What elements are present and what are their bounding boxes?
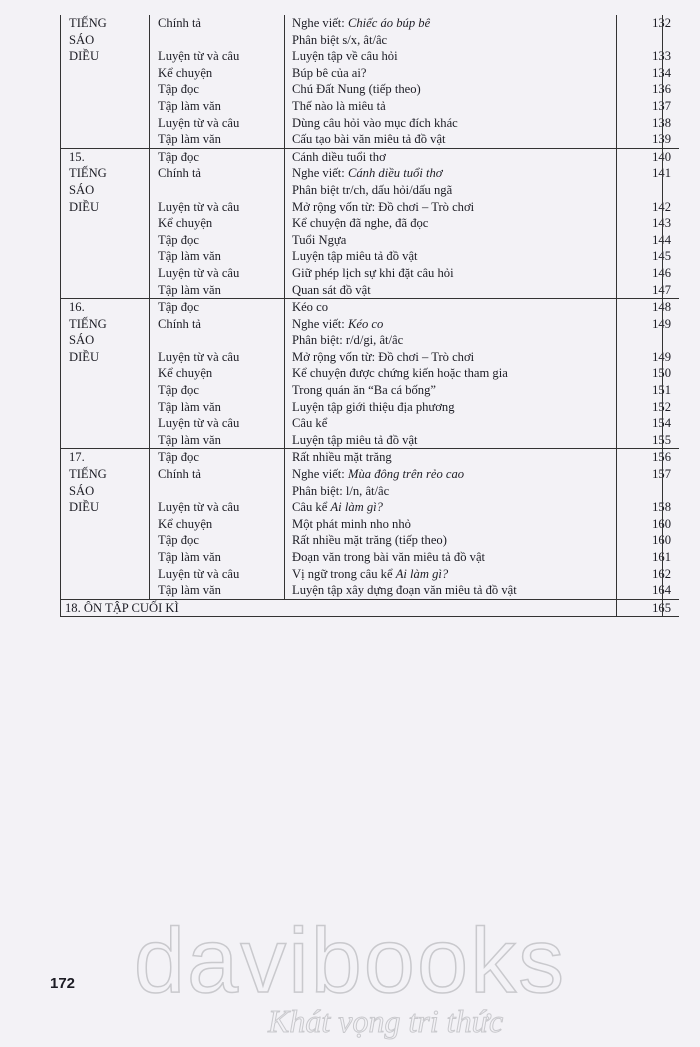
lesson-title-cell [285,516,617,533]
toc-row [60,81,679,98]
unit-cell [60,499,150,516]
final-review-row [60,599,679,617]
toc-row [60,98,679,115]
page-ref-cell: 160 [652,516,671,531]
lesson-title-cell [285,415,617,432]
toc-row [60,549,679,566]
lesson-title: Chú Đất Nung (tiếp theo) [292,82,421,97]
subject-cell: Tập làm văn [150,248,285,265]
table-of-contents [60,15,679,617]
unit-cell [60,415,150,432]
lesson-title: Thế nào là miêu tả [292,98,386,113]
unit-label: SÁO [69,483,95,498]
lesson-title-cell [285,48,617,65]
toc-row [60,399,679,416]
lesson-title: Luyện tập xây dựng đoạn văn miêu tả đồ vật [292,583,517,598]
toc-row [60,48,679,65]
lesson-title: Vị ngữ trong câu kể [292,566,396,581]
page-number: 172 [50,975,76,992]
unit-cell [60,148,150,165]
lesson-title: Câu kể [292,500,331,515]
lesson-title-cell [285,32,617,49]
lesson-title: Mở rộng vốn từ: Đồ chơi – Trò chơi [292,199,475,214]
unit-label: SÁO [69,333,95,348]
subject-cell: Luyện từ và câu [150,48,285,65]
lesson-title: Nghe viết: [292,467,348,482]
lesson-title: Dùng câu hỏi vào mục đích khác [292,115,458,130]
toc-row [60,15,679,32]
lesson-title: Phân biệt: r/d/gi, ât/âc [292,333,404,348]
page-ref-cell: 132 [652,16,671,30]
page-ref-cell: 142 [652,199,671,214]
page-ref-cell: 138 [652,115,671,130]
lesson-title: Luyện tập miêu tả đồ vật [292,432,418,447]
page-ref-cell: 158 [652,500,671,515]
lesson-title-cell [285,466,617,483]
toc-row [60,382,679,399]
unit-cell [60,349,150,366]
subject-cell: Kể chuyện [150,365,285,382]
page-ref-cell: 152 [652,399,671,414]
subject-cell: Luyện từ và câu [150,199,285,216]
subject-cell: Luyện từ và câu [150,415,285,432]
unit-cell [60,65,150,82]
lesson-title-cell [285,265,617,282]
page-ref-cell: 164 [652,583,671,598]
lesson-title: Mở rộng vốn từ: Đồ chơi – Trò chơi [292,349,475,364]
page-ref-cell: 150 [652,366,671,381]
subject-cell: Tập đọc [150,232,285,249]
unit-cell [60,516,150,533]
lesson-title-italic: Ai làm gì? [330,500,383,515]
lesson-title: Rất nhiều mặt trăng [292,450,392,465]
unit-cell [60,131,150,148]
unit-cell [60,365,150,382]
unit-label: DIỀU [69,500,100,515]
page-ref-cell: 134 [652,65,671,80]
unit-cell [60,316,150,333]
unit-cell [60,232,150,249]
final-review-page: 165 [617,599,680,617]
lesson-title: Phân biệt s/x, ât/âc [292,32,388,47]
subject-cell: Kể chuyện [150,215,285,232]
subject-cell: Chính tả [150,15,285,32]
lesson-title: Giữ phép lịch sự khi đặt câu hỏi [292,265,454,280]
subject-cell: Luyện từ và câu [150,349,285,366]
toc-body [60,15,679,617]
subject-cell [150,483,285,500]
page-ref-cell: 146 [652,265,671,280]
subject-cell: Luyện từ và câu [150,566,285,583]
subject-cell: Chính tả [150,466,285,483]
lesson-title: Đoạn văn trong bài văn miêu tả đồ vật [292,550,486,564]
toc-row [60,232,679,249]
lesson-title: Phân biệt: l/n, ât/âc [292,483,390,498]
lesson-title-cell [285,549,617,566]
lesson-title-cell [285,182,617,199]
unit-cell [60,582,150,599]
unit-label: 16. [69,300,85,315]
unit-cell [60,265,150,282]
lesson-title-cell [285,15,617,32]
lesson-title-cell [285,148,617,165]
lesson-title-cell [285,399,617,416]
unit-cell [60,215,150,232]
lesson-title-cell [285,449,617,466]
subject-cell [150,182,285,199]
unit-cell [60,449,150,466]
unit-cell [60,399,150,416]
lesson-title-italic: Kéo co [347,316,384,331]
unit-label: DIỀU [69,349,100,364]
toc-row [60,449,679,466]
lesson-title: Luyện tập miêu tả đồ vật [292,249,418,264]
lesson-title: Nghe viết: [292,16,348,30]
lesson-title: Kể chuyện đã nghe, đã đọc [292,216,429,231]
unit-cell [60,248,150,265]
lesson-title-cell [285,115,617,132]
lesson-title: Rất nhiều mặt trăng (tiếp theo) [292,533,447,548]
subject-cell: Tập đọc [150,299,285,316]
lesson-title-cell [285,299,617,316]
toc-row [60,299,679,316]
subject-cell: Tập làm văn [150,282,285,299]
page-ref-cell: 161 [652,550,671,564]
unit-cell [60,299,150,316]
page-ref-cell: 155 [652,432,671,447]
subject-cell: Tập đọc [150,148,285,165]
subject-cell: Tập đọc [150,449,285,466]
lesson-title: Một phát minh nho nhỏ [292,516,411,531]
lesson-title: Nghe viết: [292,166,348,181]
toc-row [60,349,679,366]
page-ref-cell: 141 [652,166,671,181]
subject-cell: Tập đọc [150,81,285,98]
unit-cell [60,332,150,349]
toc-row [60,65,679,82]
lesson-title-cell [285,349,617,366]
unit-cell [60,432,150,449]
unit-label: TIẾNG [69,316,107,331]
lesson-title-cell [285,65,617,82]
toc-row [60,131,679,148]
toc-row [60,483,679,500]
toc-row [60,282,679,299]
toc-row [60,316,679,333]
lesson-title: Búp bê của ai? [292,65,367,80]
subject-cell [150,32,285,49]
subject-cell: Tập đọc [150,532,285,549]
unit-label: TIẾNG [69,166,107,181]
subject-cell: Tập làm văn [150,131,285,148]
page-ref-cell: 148 [617,299,680,316]
toc-row [60,499,679,516]
lesson-title: Trong quán ăn “Ba cá bống” [292,383,436,398]
unit-label: 15. [69,149,85,164]
lesson-title-cell [285,582,617,599]
page-ref-cell: 154 [652,416,671,431]
page-ref-cell: 156 [617,449,680,466]
unit-cell [60,199,150,216]
unit-label: SÁO [69,32,95,47]
unit-cell [60,566,150,583]
unit-label: SÁO [69,182,95,197]
subject-cell [150,332,285,349]
unit-cell [60,532,150,549]
subject-cell: Chính tả [150,316,285,333]
final-review-label: 18. ÔN TẬP CUỐI KÌ [60,599,617,617]
toc-row [60,115,679,132]
unit-cell [60,98,150,115]
page-ref-cell [617,483,680,500]
lesson-title-cell [285,532,617,549]
unit-cell [60,549,150,566]
toc-row [60,432,679,449]
lesson-title-cell [285,483,617,500]
page-ref-cell: 147 [652,282,671,297]
toc-row [60,415,679,432]
subject-cell: Kể chuyện [150,65,285,82]
subject-cell: Tập làm văn [150,98,285,115]
page-ref-cell: 143 [652,216,671,231]
lesson-title: Kể chuyện được chứng kiến hoặc tham gia [292,366,508,381]
lesson-title-cell [285,232,617,249]
toc-row [60,148,679,165]
page-ref-cell: 137 [652,98,671,113]
lesson-title-cell [285,566,617,583]
subject-cell: Luyện từ và câu [150,499,285,516]
toc-row [60,582,679,599]
lesson-title-cell [285,316,617,333]
unit-cell [60,48,150,65]
toc-row [60,215,679,232]
lesson-title: Câu kể [292,416,328,431]
toc-row [60,248,679,265]
toc-row [60,516,679,533]
page-ref-cell: 144 [652,232,671,247]
page-ref-cell: 140 [617,148,680,165]
watermark-slogan: Khát vọng tri thức [268,1003,504,1039]
unit-cell [60,81,150,98]
page-ref-cell: 162 [652,566,671,581]
toc-row [60,182,679,199]
lesson-title: Luyện tập về câu hỏi [292,49,398,64]
unit-cell [60,115,150,132]
lesson-title: Nghe viết: [292,316,348,331]
page-ref-cell [617,182,680,199]
lesson-title-italic: Mùa đông trên rẻo cao [347,467,465,482]
lesson-title-cell [285,98,617,115]
unit-cell [60,32,150,49]
subject-cell: Tập làm văn [150,399,285,416]
lesson-title-cell [285,81,617,98]
page-ref-cell: 157 [652,467,671,482]
unit-label: TIẾNG [69,16,107,30]
lesson-title-italic: Chiếc áo búp bê [347,16,431,30]
lesson-title-cell [285,248,617,265]
lesson-title-cell [285,199,617,216]
toc-row [60,365,679,382]
page-ref-cell: 160 [652,533,671,548]
subject-cell: Tập làm văn [150,582,285,599]
lesson-title: Tuổi Ngựa [292,232,347,247]
lesson-title-cell [285,282,617,299]
lesson-title: Phân biệt tr/ch, dấu hỏi/dấu ngã [292,182,453,197]
page-ref-cell: 149 [652,349,671,364]
subject-cell: Luyện từ và câu [150,265,285,282]
unit-cell [60,382,150,399]
lesson-title-cell [285,215,617,232]
lesson-title: Quan sát đồ vật [292,282,371,297]
lesson-title: Kéo co [292,300,329,315]
page-ref-cell: 136 [652,82,671,97]
page-ref-cell [617,32,680,49]
page-ref-cell: 149 [652,316,671,331]
unit-cell [60,466,150,483]
page-ref-cell: 133 [652,49,671,64]
page-ref-cell: 139 [652,132,671,147]
toc-row [60,265,679,282]
toc-row [60,165,679,182]
unit-label: TIẾNG [69,467,107,482]
lesson-title-cell [285,499,617,516]
watermark-brand: davibooks [133,910,567,1012]
lesson-title: Luyện tập giới thiệu địa phương [292,399,455,414]
lesson-title-cell [285,332,617,349]
unit-label: DIỀU [69,199,100,214]
lesson-title-cell [285,432,617,449]
subject-cell: Luyện từ và câu [150,115,285,132]
toc-row [60,332,679,349]
lesson-title-cell [285,382,617,399]
lesson-title-italic: Ai làm gì? [395,566,449,581]
unit-cell [60,483,150,500]
page-ref-cell [617,332,680,349]
unit-cell [60,165,150,182]
subject-cell: Kể chuyện [150,516,285,533]
toc-row [60,532,679,549]
toc-row [60,32,679,49]
lesson-title-cell [285,131,617,148]
unit-cell [60,282,150,299]
page-ref-cell: 145 [652,249,671,264]
unit-label: DIỀU [69,49,100,64]
toc-row [60,466,679,483]
subject-cell: Tập đọc [150,382,285,399]
subject-cell: Chính tả [150,165,285,182]
subject-cell: Tập làm văn [150,549,285,566]
page-ref-cell: 151 [652,383,671,398]
lesson-title-cell [285,365,617,382]
lesson-title-cell [285,165,617,182]
subject-cell: Tập làm văn [150,432,285,449]
toc-row [60,199,679,216]
lesson-title: Cấu tạo bài văn miêu tả đồ vật [292,132,446,147]
unit-cell [60,182,150,199]
unit-cell [60,15,150,32]
lesson-title-italic: Cánh diều tuổi thơ [347,166,443,181]
lesson-title: Cánh diều tuổi thơ [292,149,386,164]
unit-label: 17. [69,450,85,465]
toc-row [60,566,679,583]
